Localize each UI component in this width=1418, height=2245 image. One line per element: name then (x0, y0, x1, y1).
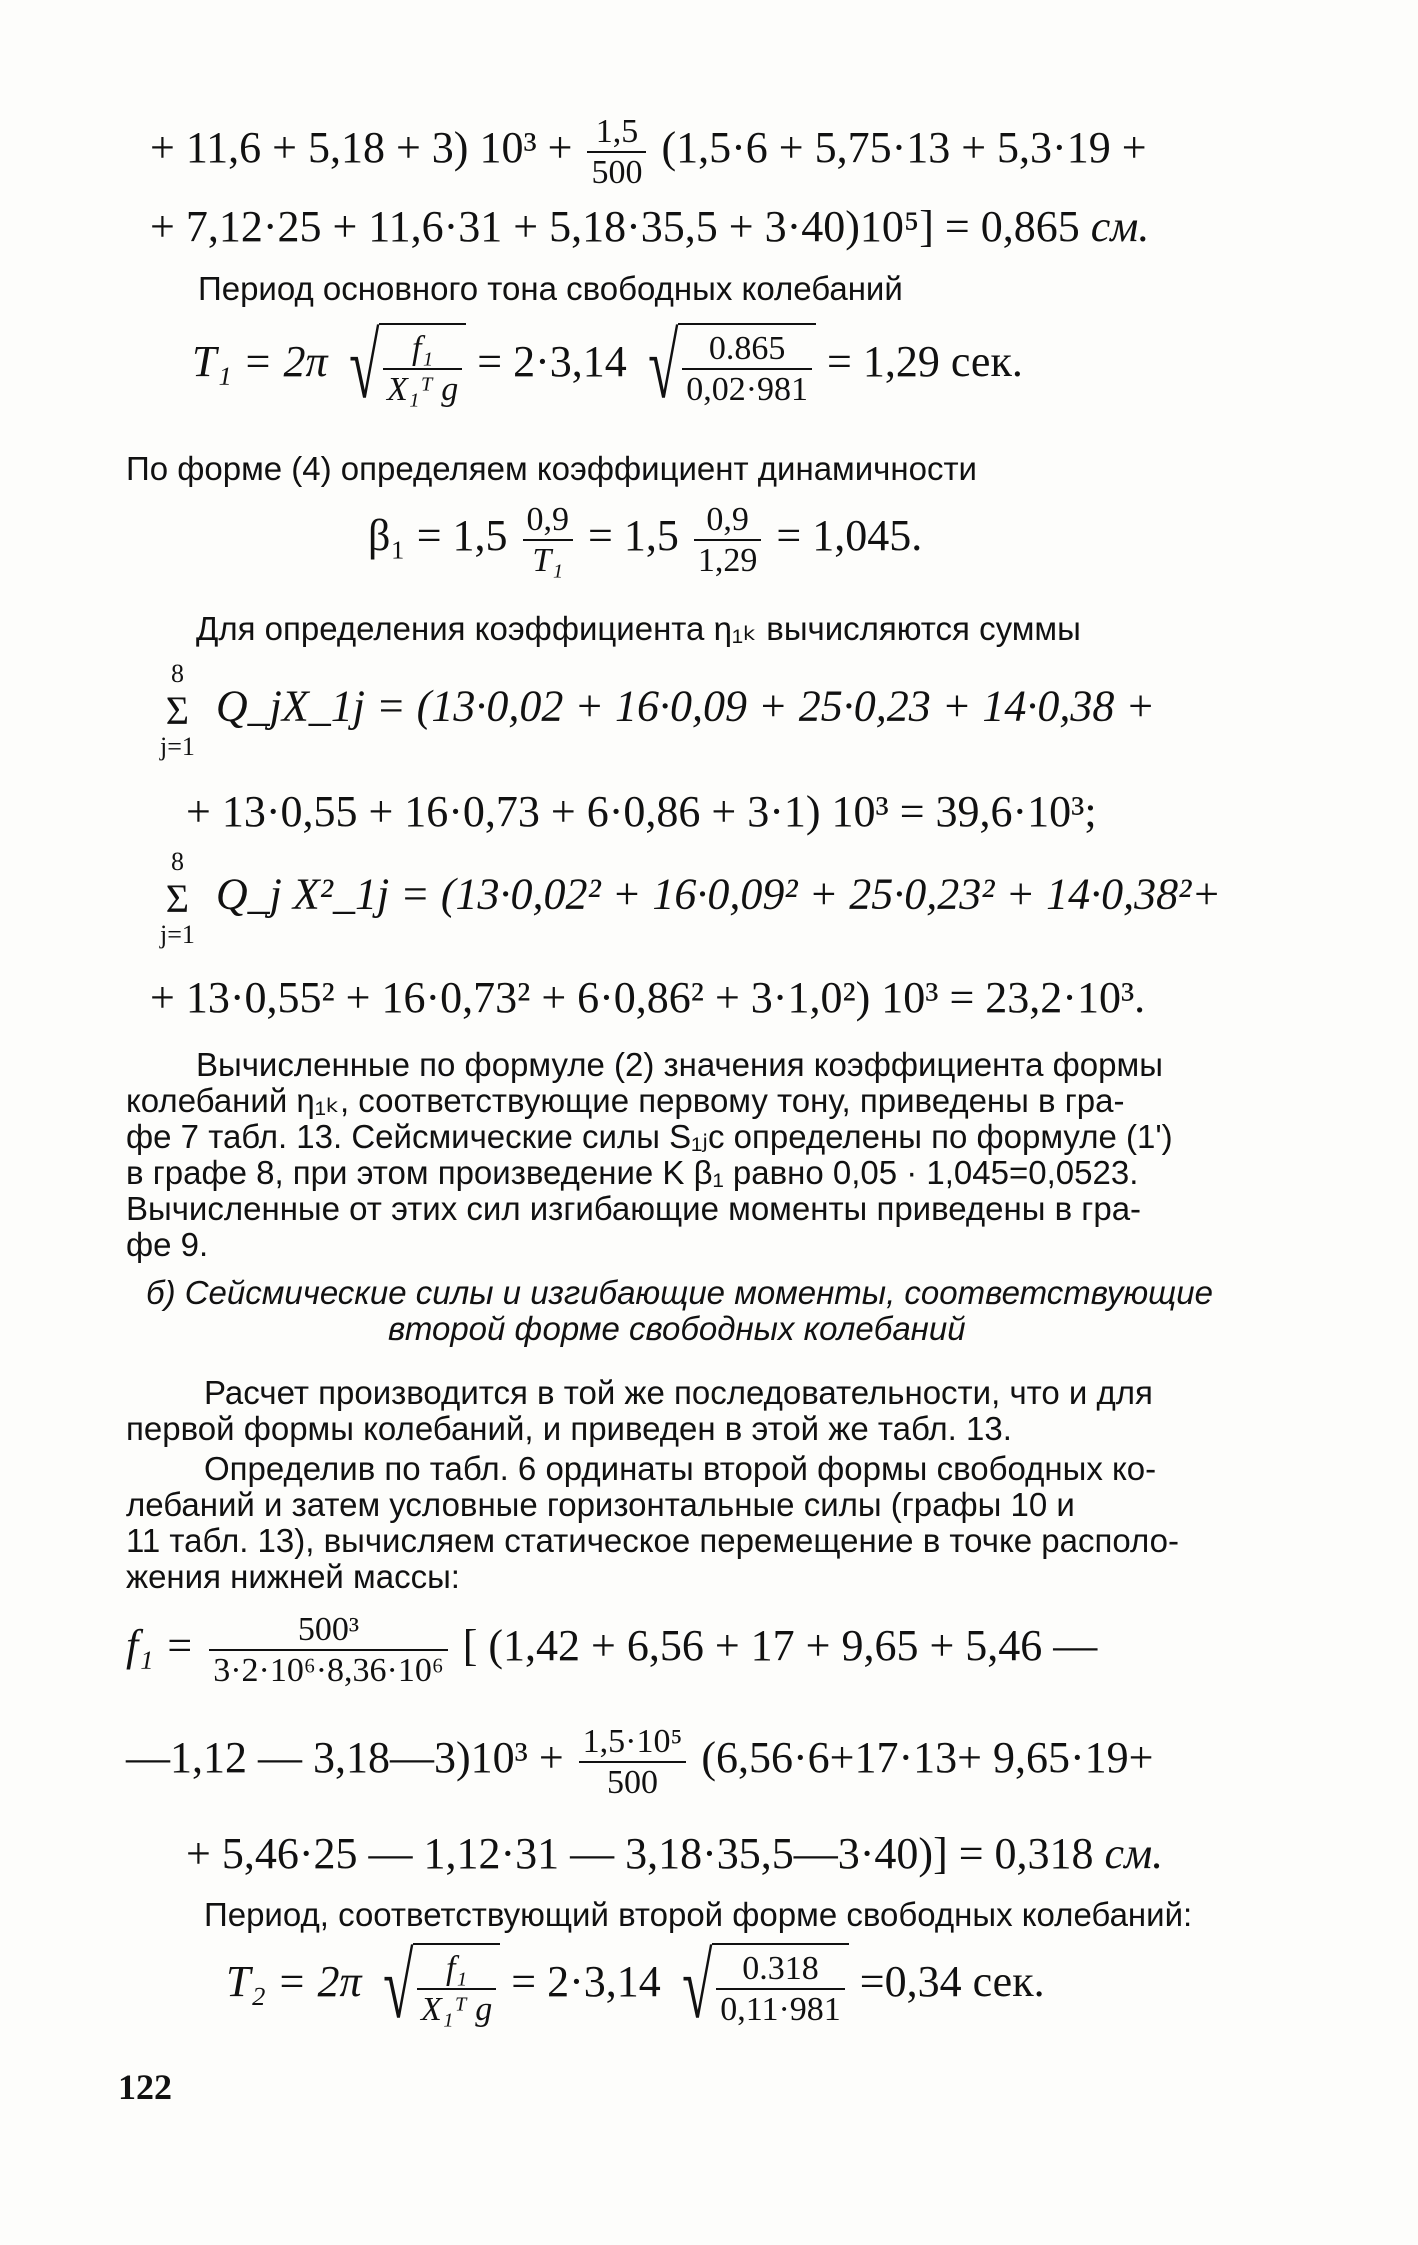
equation-sum1-line2: + 13·0,55 + 16·0,73 + 6·0,86 + 3·1) 10³ = 39,6·10³; (186, 787, 1097, 836)
equation-sum2-line2: + 13·0,55² + 16·0,73² + 6·0,86² + 3·1,0²) 10³ = 23,2·10³. (150, 973, 1146, 1022)
paragraph-line: в графе 8, при этом произведение K β₁ равно 0,05 · 1,045=0,0523. (126, 1154, 1139, 1191)
fraction-denominator: 1,29 (697, 542, 758, 580)
fraction (209, 1610, 448, 1690)
equation-text: Q_jX_1j = (13·0,02 + 16·0,09 + 25·0,23 + 14·0,38 + (215, 681, 1156, 731)
fraction-denominator: T₁ (532, 542, 564, 580)
fraction-numerator: 0,9 (694, 500, 762, 541)
fraction-numerator: 500³ (209, 1610, 448, 1651)
fraction-denominator: 500 (591, 154, 643, 192)
equation-text: = 1,5 (588, 511, 679, 561)
fraction-denominator: 500 (607, 1764, 659, 1802)
equation-text: = 1,045. (776, 511, 923, 561)
unit: см. (1090, 202, 1150, 251)
equation-text: = 2·3,14 (477, 337, 627, 387)
section-heading: второй форме свободных колебаний (388, 1310, 966, 1347)
equation-f1-tail-line2 (150, 202, 1150, 251)
paragraph-line: колебаний η₁ₖ, соответствующие первому тону, приведены в гра- (126, 1082, 1125, 1119)
text-formula4: По форме (4) определяем коэффициент динамичности (126, 450, 977, 487)
fraction-numerator: 0.865 (682, 329, 812, 370)
equation-f1b-line2 (126, 1722, 1153, 1802)
equation-text: + 5,46·25 — 1,12·31 — 3,18·35,5—3·40)] = 0,318 (186, 1829, 1094, 1878)
sqrt: √ $\frac{0.318}{0,11\cdot 981}$ (672, 1940, 849, 2032)
equation-text: [ (1,42 + 6,56 + 17 + 9,65 + 5,46 — (462, 1621, 1098, 1671)
paragraph-line: фе 7 табл. 13. Сейсмические силы S₁ⱼc определены по формуле (1') (126, 1118, 1173, 1155)
text-period-2: Период, соответствующий второй форме свободных колебаний: (204, 1896, 1193, 1933)
paragraph-line: фе 9. (126, 1226, 209, 1263)
paragraph-line: 11 табл. 13), вычисляем статическое перемещение в точке располо- (126, 1522, 1179, 1559)
fraction-denominator: 0,02·981 (686, 371, 809, 408)
fraction-denominator: X₁ᵀ g (421, 1991, 493, 2028)
equation-beta (368, 500, 922, 580)
equation-sum2-line1 (160, 848, 1221, 949)
fraction (523, 500, 574, 580)
equation-f1b-line1 (126, 1610, 1097, 1690)
fraction-numerator: f₁ (383, 329, 462, 370)
equation-text: + 11,6 + 5,18 + 3) 10³ + (150, 123, 584, 173)
text-sums: Для определения коэффициента η₁ₖ вычисляются суммы (196, 610, 1081, 647)
paragraph-line: Определив по табл. 6 ординаты второй формы свободных ко- (204, 1450, 1157, 1487)
equation-f1b-line3 (186, 1829, 1164, 1878)
paragraph-line: Вычисленные по формуле (2) значения коэффициента формы (196, 1046, 1163, 1083)
sqrt: √ $\frac{\text{f₁}}{\text{X₁ᵀ g}}$ (373, 1940, 501, 2032)
equation-text: (1,5·6 + 5,75·13 + 5,3·19 + (661, 123, 1147, 173)
paragraph-line: лебаний и затем условные горизонтальные силы (графы 10 и (126, 1486, 1075, 1523)
fraction-numerator: 1,5 (587, 112, 646, 153)
equation-text: = 1,29 сек. (827, 337, 1023, 387)
fraction-numerator: 1,5·10⁵ (579, 1722, 687, 1763)
equation-T2 (226, 1935, 1045, 2037)
equation-lhs: T₂ = 2π (226, 1957, 362, 2007)
equation-f1-tail-line1 (150, 112, 1147, 192)
equation-T1 (192, 315, 1023, 417)
equation-lhs: β₁ = 1,5 (368, 511, 508, 561)
sqrt: √ $\frac{\text{f₁}}{\text{X₁ᵀ g}}$ (339, 320, 467, 412)
paragraph-line: жения нижней массы: (126, 1558, 460, 1595)
fraction-numerator: f₁ (417, 1949, 496, 1990)
paragraph-line: Расчет производится в той же последовательности, что и для (204, 1374, 1153, 1411)
fraction-denominator: 3·2·10⁶·8,36·10⁶ (213, 1652, 444, 1690)
summation: 8 Σ j=1 (160, 847, 195, 949)
page-number: 122 (118, 2067, 172, 2107)
fraction (587, 112, 646, 192)
fraction-numerator: 0,9 (523, 500, 574, 541)
equation-text: —1,12 — 3,18—3)10³ + (126, 1733, 564, 1783)
text-period-1: Период основного тона свободных колебаний (198, 270, 903, 307)
equation-text: (6,56·6+17·13+ 9,65·19+ (701, 1733, 1154, 1783)
equation-lhs: f₁ = (126, 1621, 195, 1671)
section-heading: б) Сейсмические силы и изгибающие моменты, соответствующие (146, 1274, 1213, 1311)
fraction (579, 1722, 687, 1802)
equation-text: Q_j X²_1j = (13·0,02² + 16·0,09² + 25·0,23² + 14·0,38²+ (215, 869, 1222, 919)
equation-sum1-line1 (160, 660, 1155, 761)
equation-text: =0,34 сек. (859, 1957, 1045, 2007)
fraction (694, 500, 762, 580)
fraction-numerator: 0.318 (716, 1949, 845, 1990)
fraction-denominator: X₁ᵀ g (387, 371, 459, 408)
equation-text: = 2·3,14 (511, 1957, 661, 2007)
fraction-denominator: 0,11·981 (720, 1991, 841, 2028)
unit: см. (1104, 1829, 1164, 1878)
summation: 8 Σ j=1 (160, 659, 195, 761)
paragraph-line: первой формы колебаний, и приведен в этой же табл. 13. (126, 1410, 1012, 1447)
equation-lhs: T₁ = 2π (192, 337, 328, 387)
equation-text: + 7,12·25 + 11,6·31 + 5,18·35,5 + 3·40)10⁵] = 0,865 (150, 202, 1080, 251)
paragraph-line: Вычисленные от этих сил изгибающие моменты приведены в гра- (126, 1190, 1142, 1227)
sqrt: √ $\frac{0.865}{0,02\cdot 981}$ (638, 320, 816, 412)
